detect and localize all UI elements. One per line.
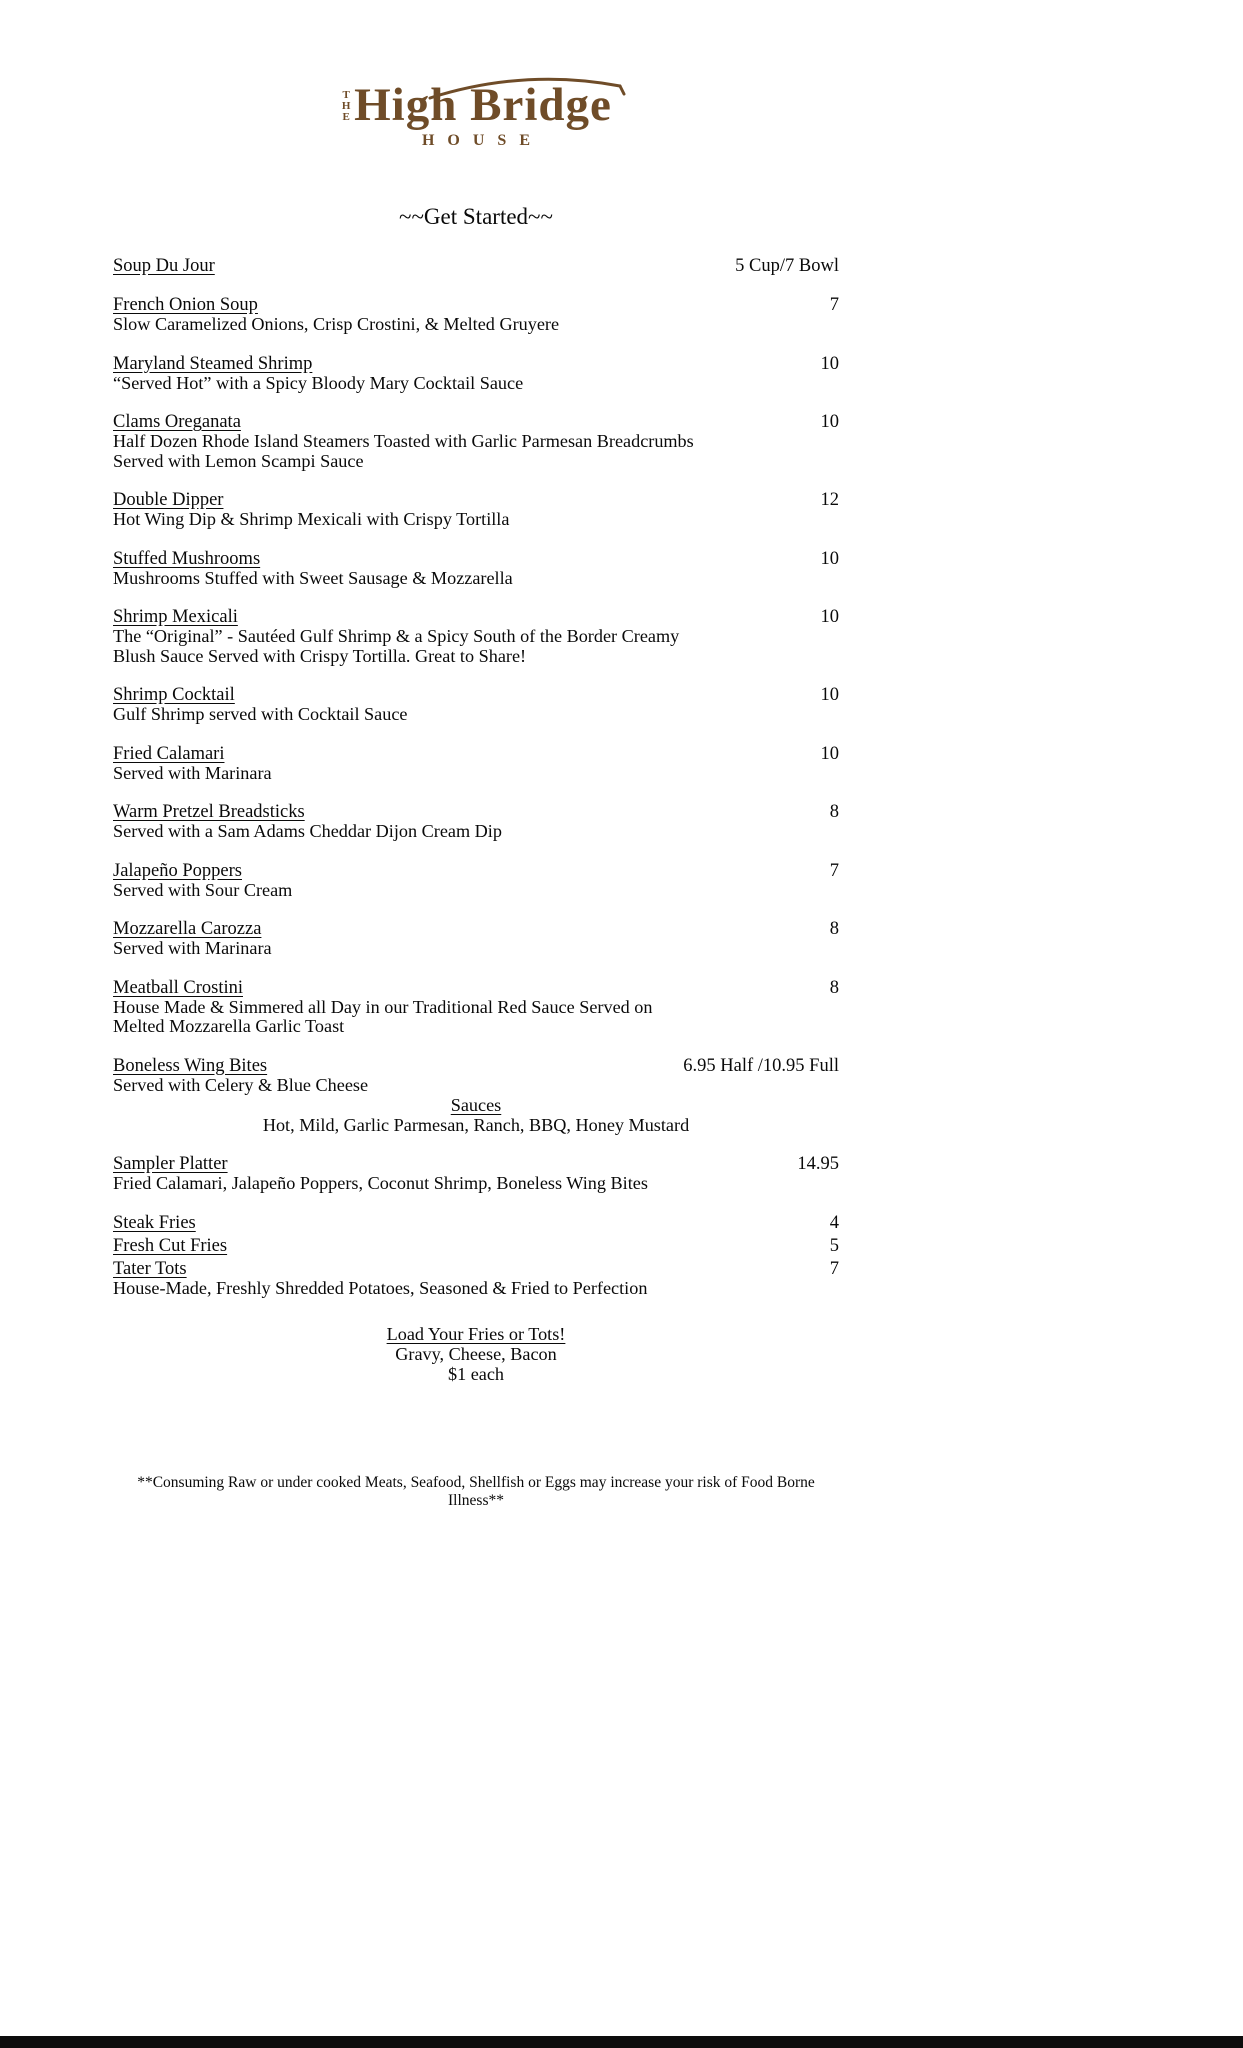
menu-item-clams-oreganata	[113, 412, 839, 471]
logo-name-text: High Bridge	[354, 79, 612, 131]
item-description: Melted Mozzarella Garlic Toast	[113, 1016, 345, 1036]
menu-item-maryland-steamed-shrimp	[113, 354, 839, 394]
menu-item-shrimp-cocktail	[113, 685, 839, 725]
item-description: Fried Calamari, Jalapeño Poppers, Coconut Shrimp, Boneless Wing Bites	[113, 1173, 648, 1193]
menu-item-french-onion-soup	[113, 295, 839, 335]
menu-item-shrimp-mexicali	[113, 607, 839, 666]
item-name: Shrimp Cocktail	[113, 685, 235, 705]
food-safety-disclaimer: **Consuming Raw or under cooked Meats, Seafood, Shellfish or Eggs may increase your risk of Food Borne Illness**	[137, 1474, 815, 1509]
item-price: 5 Cup/7 Bowl	[735, 256, 839, 276]
item-price: 7	[829, 860, 839, 881]
item-price: 14.95	[797, 1154, 839, 1174]
section-title: ~~Get Started~~	[399, 204, 553, 229]
load-fries-toppings: Gravy, Cheese, Bacon	[395, 1344, 557, 1364]
item-description: Blush Sauce Served with Crispy Tortilla. Great to Share!	[113, 645, 527, 666]
sauces-title: Sauces	[450, 1095, 502, 1115]
sauces-list: Hot, Mild, Garlic Parmesan, Ranch, BBQ, Honey Mustard	[262, 1115, 690, 1135]
item-description: Served with a Sam Adams Cheddar Dijon Cream Dip	[113, 821, 502, 841]
item-name: Shrimp Mexicali	[113, 607, 238, 627]
load-fries-title: Load Your Fries or Tots!	[386, 1324, 566, 1344]
item-description: Served with Celery & Blue Cheese	[113, 1074, 369, 1095]
item-description: Half Dozen Rhode Island Steamers Toasted with Garlic Parmesan Breadcrumbs	[113, 431, 694, 451]
item-price: 10	[820, 743, 839, 764]
item-description: Hot Wing Dip & Shrimp Mexicali with Crispy Tortilla	[113, 509, 510, 529]
item-price: 8	[829, 919, 839, 939]
item-price: 10	[820, 685, 839, 705]
item-name: Stuffed Mushrooms	[113, 548, 261, 569]
item-name: Double Dipper	[113, 490, 224, 510]
item-description: Slow Caramelized Onions, Crisp Crostini, & Melted Gruyere	[113, 314, 560, 334]
item-price: 7	[829, 1258, 839, 1279]
menu-item-jalapeno-poppers	[113, 861, 839, 901]
item-name: Jalapeño Poppers	[113, 860, 242, 881]
item-description: The “Original” - Sautéed Gulf Shrimp & a Spicy South of the Border Creamy	[113, 626, 680, 646]
item-price: 10	[820, 548, 839, 569]
item-price: 4	[829, 1212, 839, 1233]
item-price: 12	[820, 490, 839, 510]
load-fries-block	[113, 1324, 839, 1384]
item-name: Fresh Cut Fries	[113, 1235, 228, 1256]
item-description: Served with Marinara	[113, 938, 272, 958]
item-description: Served with Lemon Scampi Sauce	[113, 450, 364, 471]
item-name: French Onion Soup	[113, 295, 258, 315]
item-description: “Served Hot” with a Spicy Bloody Mary Cocktail Sauce	[113, 372, 524, 393]
menu-item-fried-calamari	[113, 744, 839, 784]
menu-items	[113, 256, 839, 1298]
item-price: 7	[829, 295, 839, 315]
item-name: Tater Tots	[113, 1258, 187, 1279]
item-description: House-Made, Freshly Shredded Potatoes, Seasoned & Fried to Perfection	[113, 1277, 648, 1298]
item-name: Mozzarella Carozza	[113, 919, 262, 939]
page-bottom-edge	[0, 2036, 1243, 2048]
item-price: 5	[829, 1235, 839, 1256]
item-name: Boneless Wing Bites	[113, 1055, 268, 1076]
menu-page	[113, 0, 839, 1510]
item-price: 8	[829, 977, 839, 998]
menu-item-stuffed-mushrooms	[113, 549, 839, 589]
menu-item-boneless-wing-bites	[113, 1056, 839, 1136]
item-name: Steak Fries	[113, 1212, 196, 1233]
menu-item-fresh-cut-fries	[113, 1236, 839, 1256]
item-name: Fried Calamari	[113, 743, 225, 764]
menu-item-soup-du-jour	[113, 256, 839, 276]
item-name: Sampler Platter	[113, 1154, 228, 1174]
menu-item-steak-fries	[113, 1213, 839, 1233]
item-description: House Made & Simmered all Day in our Traditional Red Sauce Served on	[113, 996, 653, 1017]
menu-item-mozzarella-carozza	[113, 919, 839, 959]
item-description: Mushrooms Stuffed with Sweet Sausage & Mozzarella	[113, 567, 513, 588]
logo-house-text: HOUSE	[421, 132, 543, 149]
item-name: Clams Oreganata	[113, 412, 241, 432]
item-price: 10	[820, 353, 839, 374]
logo-the-text: THE	[340, 89, 353, 122]
item-description: Gulf Shrimp served with Cocktail Sauce	[113, 704, 408, 724]
item-description: Served with Marinara	[113, 762, 272, 783]
item-price: 10	[820, 412, 839, 432]
item-name: Soup Du Jour	[113, 256, 215, 276]
item-price: 6.95 Half /10.95 Full	[683, 1055, 839, 1076]
item-description: Served with Sour Cream	[113, 879, 293, 900]
load-fries-price: $1 each	[447, 1364, 505, 1384]
item-name: Warm Pretzel Breadsticks	[113, 802, 305, 822]
menu-item-sampler-platter	[113, 1154, 839, 1194]
menu-item-double-dipper	[113, 490, 839, 530]
item-name: Maryland Steamed Shrimp	[113, 353, 313, 374]
menu-item-meatball-crostini	[113, 978, 839, 1037]
restaurant-logo	[296, 79, 656, 150]
item-price: 8	[829, 802, 839, 822]
menu-item-warm-pretzel-breadsticks	[113, 802, 839, 842]
menu-item-tater-tots	[113, 1259, 839, 1299]
item-price: 10	[820, 607, 839, 627]
item-name: Meatball Crostini	[113, 977, 243, 998]
